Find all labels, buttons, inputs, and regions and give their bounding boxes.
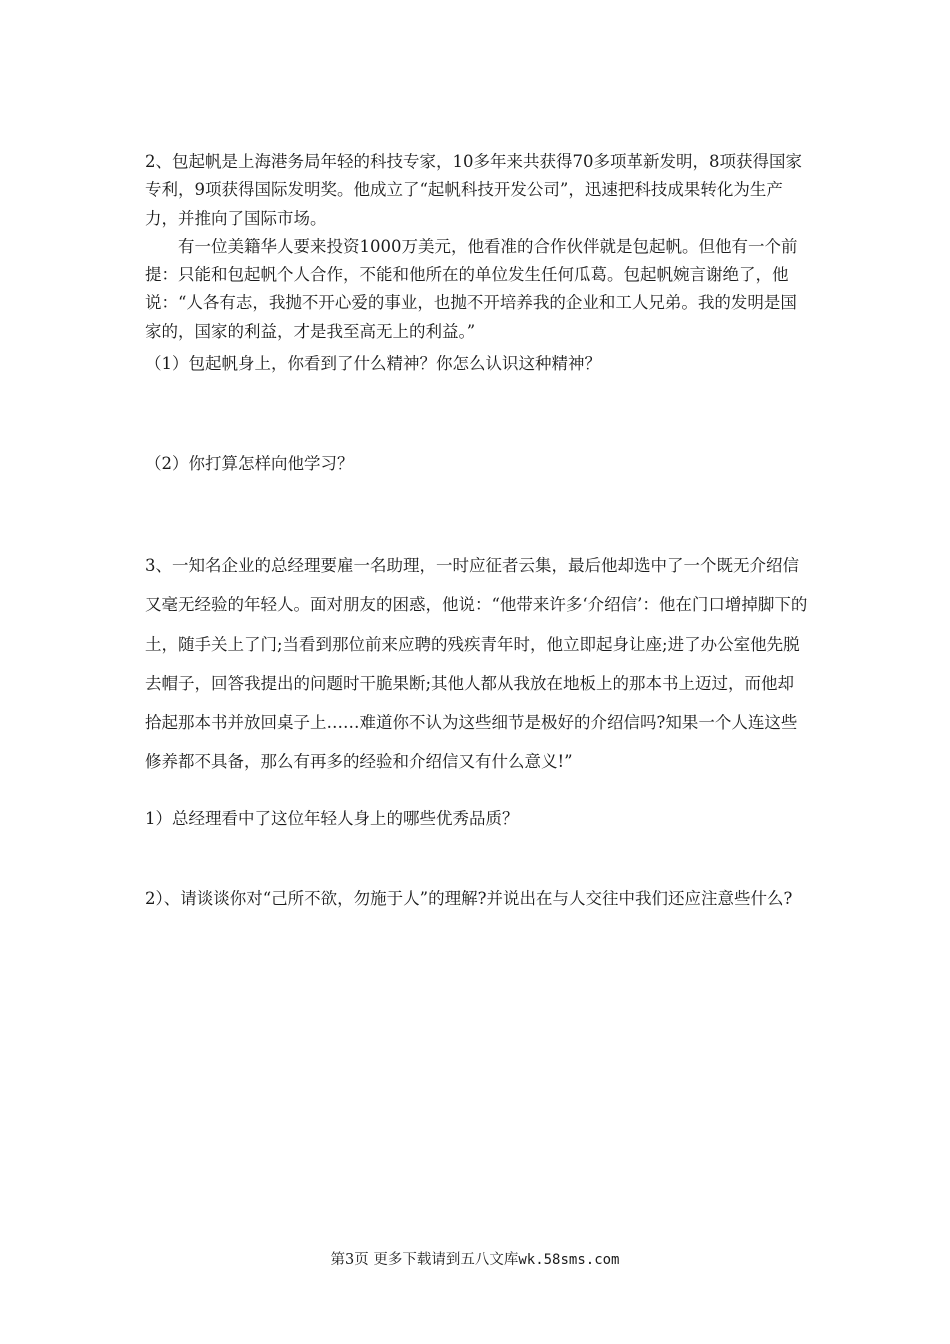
question-3-paragraph: 3、一知名企业的总经理要雇一名助理，一时应征者云集，最后他却选中了一个既无介绍信又毫无经验的年轻人。面对朋友的困惑，他说：“他带来许多‘介绍信’：他在门口增掉脚下的土，随手关上了门;当看到那位前来应聘的残疾青年时，他立即起身让座;进了办公室他先脱去帽子，回答我提出的问题时干脆果断;其他人都从我放在地板上的那本书上迈过，而他却拾起那本书并放回桌子上……难道你不认为这些细节是极好的介绍信吗?知果一个人连这些修养都不具备，那么有再多的经验和介绍信又有什么意义!” <box>145 556 808 772</box>
question-2-paragraph-1: 2、包起帆是上海港务局年轻的科技专家，10多年来共获得70多项革新发明，8项获得国家专利，9项获得国际发明奖。他成立了“起帆科技开发公司”，迅速把科技成果转化为生产力，并推向了国际市场。 <box>145 152 802 228</box>
page-footer <box>0 1248 950 1269</box>
footer-text: 第3页 更多下载请到五八文库 <box>330 1252 519 1268</box>
question-2-sub-2: （2）你打算怎样向他学习？ <box>145 454 354 473</box>
question-3-sub-1: 1）总经理看中了这位年轻人身上的哪些优秀品质？ <box>145 809 519 828</box>
footer-link[interactable]: wk.58sms.com <box>518 1252 620 1268</box>
question-2 <box>145 148 810 346</box>
question-2-paragraph-2: 有一位美籍华人要来投资1000万美元，他看准的合作伙伴就是包起帆。但他有一个前提：只能和包起帆个人合作，不能和他所在的单位发生任何瓜葛。包起帆婉言谢绝了，他说：“人各有志，我抛不开心爱的事业，也抛不开培养我的企业和工人兄弟。我的发明是国家的，国家的利益，才是我至高无上的利益。” <box>145 236 798 341</box>
question-3-sub-2: 2）、请谈谈你对“己所不欲，勿施于人”的理解?并说出在与人交往中我们还应注意些什么? <box>145 889 793 908</box>
question-2-sub-1: （1）包起帆身上，你看到了什么精神？你怎么认识这种精神？ <box>145 354 601 373</box>
